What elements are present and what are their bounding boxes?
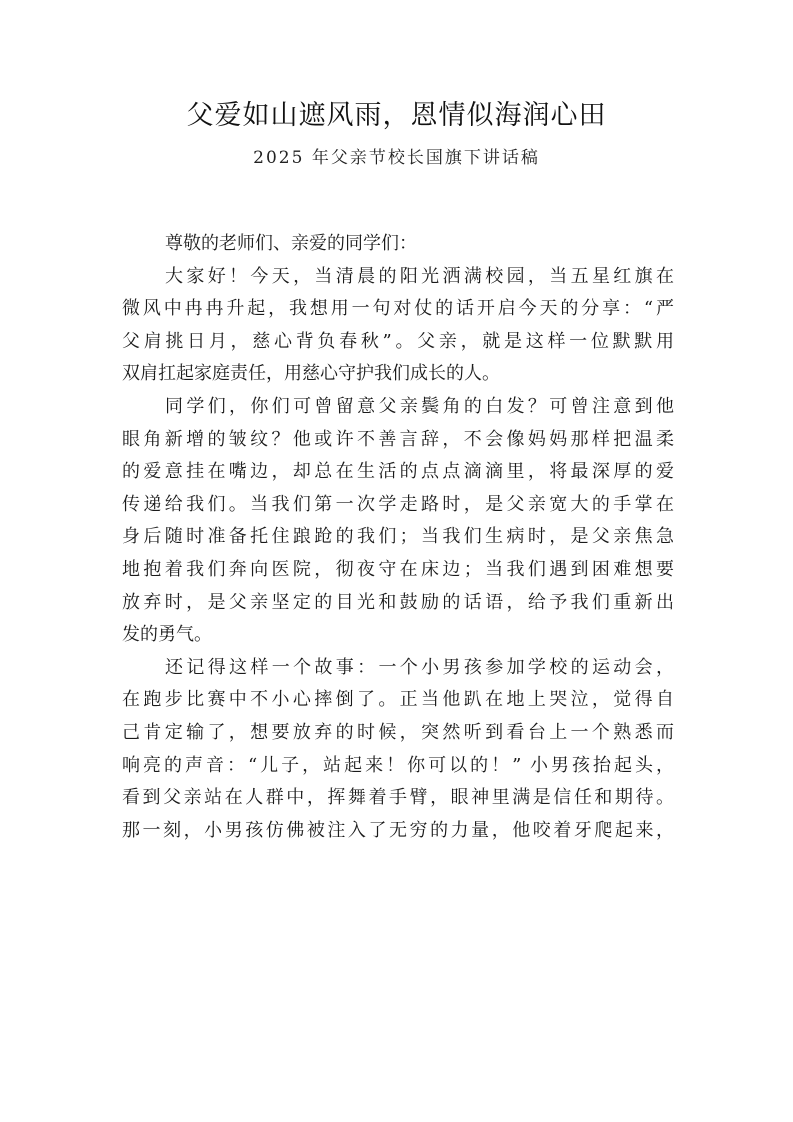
document-subtitle: 2025 年父亲节校长国旗下讲话稿 (253, 148, 540, 168)
text-line: 的爱意挂在嘴边，却总在生活的点点滴滴里，将最深厚的爱 (122, 461, 674, 483)
text-line: 地抱着我们奔向医院，彻夜守在床边；当我们遇到困难想要 (122, 558, 674, 580)
text-line: 传递给我们。当我们第一次学走路时，是父亲宽大的手掌在 (122, 493, 674, 515)
text-line: 在跑步比赛中不小心摔倒了。正当他趴在地上哭泣，觉得自 (122, 689, 674, 711)
text-line: 双肩扛起家庭责任，用慈心守护我们成长的人。 (122, 363, 500, 385)
text-line: 看到父亲站在人群中，挥舞着手臂，眼神里满是信任和期待。 (122, 787, 674, 809)
text-line: 己肯定输了，想要放弃的时候，突然听到看台上一个熟悉而 (122, 721, 674, 743)
text-line: 那一刻，小男孩仿佛被注入了无穷的力量，他咬着牙爬起来， (122, 819, 674, 841)
text-line: 父肩挑日月，慈心背负春秋”。父亲，就是这样一位默默用 (122, 330, 674, 352)
text-line: 大家好！今天，当清晨的阳光洒满校园，当五星红旗在 (165, 265, 674, 287)
text-line: 身后随时准备托住踉跄的我们；当我们生病时，是父亲焦急 (122, 526, 674, 548)
text-line: 同学们，你们可曾留意父亲鬓角的白发？可曾注意到他 (165, 395, 674, 417)
text-line: 发的勇气。 (122, 624, 212, 646)
text-line: 尊敬的老师们、亲爱的同学们： (165, 233, 417, 254)
text-line: 还记得这样一个故事：一个小男孩参加学校的运动会， (165, 656, 674, 678)
text-line: 眼角新增的皱纹？他或许不善言辞，不会像妈妈那样把温柔 (122, 428, 674, 450)
document-title: 父爱如山遮风雨，恩情似海润心田 (186, 100, 607, 131)
text-line: 放弃时，是父亲坚定的目光和鼓励的话语，给予我们重新出 (122, 591, 674, 613)
text-line: 微风中冉冉升起，我想用一句对仗的话开启今天的分享：“严 (122, 298, 674, 320)
document-body (122, 228, 674, 847)
text-line: 响亮的声音：“儿子，站起来！你可以的！” 小男孩抬起头， (122, 754, 674, 776)
